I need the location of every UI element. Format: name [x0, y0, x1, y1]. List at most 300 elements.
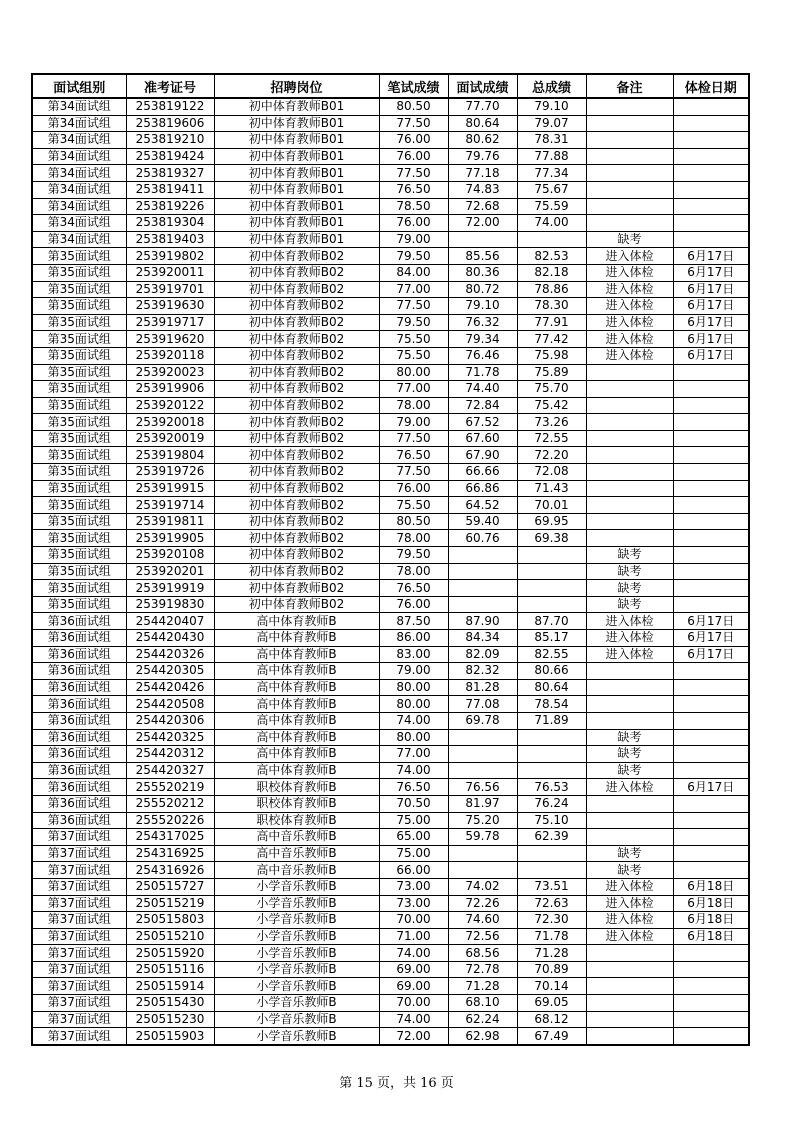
exam-date-cell [673, 696, 749, 713]
position-cell: 初中体育教师B02 [214, 414, 379, 431]
total-score-cell [517, 862, 586, 879]
exam-date-cell [673, 795, 749, 812]
exam-date-cell [673, 165, 749, 182]
remark-cell: 进入体检 [586, 298, 673, 315]
exam-id-cell: 253920011 [126, 264, 214, 281]
position-cell: 职校体育教师B [214, 795, 379, 812]
group-cell: 第36面试组 [32, 646, 126, 663]
position-cell: 初中体育教师B02 [214, 530, 379, 547]
remark-cell [586, 132, 673, 149]
position-cell: 初中体育教师B02 [214, 331, 379, 348]
header-interview-score: 面试成绩 [448, 74, 517, 98]
table-row [32, 613, 749, 630]
position-cell: 小学音乐教师B [214, 978, 379, 995]
group-cell: 第34面试组 [32, 198, 126, 215]
remark-cell [586, 829, 673, 846]
remark-cell [586, 480, 673, 497]
remark-cell [586, 447, 673, 464]
remark-cell: 进入体检 [586, 779, 673, 796]
table-row [32, 430, 749, 447]
exam-id-cell: 253819606 [126, 115, 214, 132]
group-cell: 第36面试组 [32, 729, 126, 746]
group-cell: 第35面试组 [32, 314, 126, 331]
header-row [32, 74, 749, 98]
remark-cell [586, 497, 673, 514]
table-row [32, 1028, 749, 1045]
remark-cell: 进入体检 [586, 646, 673, 663]
exam-date-cell [673, 513, 749, 530]
interview-score-cell: 66.86 [448, 480, 517, 497]
table-row [32, 712, 749, 729]
exam-id-cell: 253919630 [126, 298, 214, 315]
group-cell: 第36面试组 [32, 762, 126, 779]
exam-date-cell [673, 712, 749, 729]
total-score-cell: 72.63 [517, 895, 586, 912]
interview-score-cell: 71.78 [448, 364, 517, 381]
remark-cell: 进入体检 [586, 331, 673, 348]
interview-score-cell: 67.90 [448, 447, 517, 464]
total-score-cell: 70.01 [517, 497, 586, 514]
total-score-cell: 70.14 [517, 978, 586, 995]
position-cell: 小学音乐教师B [214, 961, 379, 978]
group-cell: 第37面试组 [32, 1028, 126, 1045]
exam-id-cell: 253919726 [126, 464, 214, 481]
interview-score-cell: 79.10 [448, 298, 517, 315]
total-score-cell: 71.78 [517, 928, 586, 945]
exam-date-cell [673, 563, 749, 580]
interview-score-cell: 68.56 [448, 945, 517, 962]
table-row [32, 795, 749, 812]
exam-id-cell: 254420326 [126, 646, 214, 663]
group-cell: 第37面试组 [32, 945, 126, 962]
exam-date-cell [673, 580, 749, 597]
interview-score-cell: 72.26 [448, 895, 517, 912]
exam-date-cell [673, 1028, 749, 1045]
exam-id-cell: 253920118 [126, 347, 214, 364]
position-cell: 初中体育教师B02 [214, 364, 379, 381]
total-score-cell: 77.42 [517, 331, 586, 348]
exam-id-cell: 253919804 [126, 447, 214, 464]
remark-cell: 缺考 [586, 729, 673, 746]
remark-cell [586, 995, 673, 1012]
interview-score-cell: 74.40 [448, 381, 517, 398]
exam-date-cell [673, 215, 749, 232]
group-cell: 第36面试组 [32, 712, 126, 729]
written-score-cell: 76.50 [379, 779, 448, 796]
exam-date-cell [673, 530, 749, 547]
exam-id-cell: 253819226 [126, 198, 214, 215]
total-score-cell: 76.24 [517, 795, 586, 812]
group-cell: 第36面试组 [32, 812, 126, 829]
total-score-cell: 87.70 [517, 613, 586, 630]
exam-date-cell: 6月18日 [673, 928, 749, 945]
group-cell: 第37面试组 [32, 862, 126, 879]
total-score-cell [517, 580, 586, 597]
exam-date-cell [673, 115, 749, 132]
written-score-cell: 76.00 [379, 215, 448, 232]
exam-date-cell: 6月17日 [673, 298, 749, 315]
exam-date-cell [673, 845, 749, 862]
written-score-cell: 71.00 [379, 928, 448, 945]
group-cell: 第35面试组 [32, 281, 126, 298]
table-row [32, 663, 749, 680]
written-score-cell: 75.50 [379, 347, 448, 364]
written-score-cell: 83.00 [379, 646, 448, 663]
written-score-cell: 77.50 [379, 430, 448, 447]
remark-cell [586, 364, 673, 381]
written-score-cell: 79.00 [379, 414, 448, 431]
interview-score-cell: 76.56 [448, 779, 517, 796]
interview-score-cell: 81.28 [448, 679, 517, 696]
table-row [32, 862, 749, 879]
remark-cell [586, 1028, 673, 1045]
total-score-cell [517, 563, 586, 580]
table-row [32, 563, 749, 580]
position-cell: 初中体育教师B01 [214, 215, 379, 232]
group-cell: 第36面试组 [32, 663, 126, 680]
table-row [32, 281, 749, 298]
exam-id-cell: 253920019 [126, 430, 214, 447]
exam-id-cell: 253819304 [126, 215, 214, 232]
group-cell: 第35面试组 [32, 480, 126, 497]
exam-date-cell: 6月17日 [673, 281, 749, 298]
table-row [32, 696, 749, 713]
interview-score-cell [448, 231, 517, 248]
table-row [32, 464, 749, 481]
table-row [32, 679, 749, 696]
table-row [32, 547, 749, 564]
written-score-cell: 76.50 [379, 447, 448, 464]
remark-cell: 缺考 [586, 596, 673, 613]
written-score-cell: 80.00 [379, 729, 448, 746]
position-cell: 初中体育教师B01 [214, 115, 379, 132]
total-score-cell: 74.00 [517, 215, 586, 232]
group-cell: 第35面试组 [32, 530, 126, 547]
position-cell: 小学音乐教师B [214, 912, 379, 929]
exam-id-cell: 253919830 [126, 596, 214, 613]
group-cell: 第34面试组 [32, 215, 126, 232]
exam-id-cell: 253919620 [126, 331, 214, 348]
position-cell: 高中音乐教师B [214, 829, 379, 846]
group-cell: 第34面试组 [32, 98, 126, 115]
total-score-cell [517, 231, 586, 248]
remark-cell: 进入体检 [586, 613, 673, 630]
exam-date-cell [673, 978, 749, 995]
position-cell: 初中体育教师B01 [214, 132, 379, 149]
group-cell: 第35面试组 [32, 580, 126, 597]
position-cell: 初中体育教师B02 [214, 563, 379, 580]
table-row [32, 978, 749, 995]
exam-date-cell: 6月17日 [673, 347, 749, 364]
group-cell: 第36面试组 [32, 679, 126, 696]
interview-score-cell [448, 729, 517, 746]
total-score-cell: 73.51 [517, 878, 586, 895]
written-score-cell: 76.00 [379, 132, 448, 149]
group-cell: 第35面试组 [32, 447, 126, 464]
group-cell: 第35面试组 [32, 430, 126, 447]
remark-cell: 进入体检 [586, 248, 673, 265]
remark-cell [586, 397, 673, 414]
remark-cell [586, 215, 673, 232]
position-cell: 职校体育教师B [214, 812, 379, 829]
written-score-cell: 65.00 [379, 829, 448, 846]
written-score-cell: 70.00 [379, 995, 448, 1012]
remark-cell: 缺考 [586, 231, 673, 248]
exam-id-cell: 253819403 [126, 231, 214, 248]
group-cell: 第37面试组 [32, 845, 126, 862]
position-cell: 小学音乐教师B [214, 1011, 379, 1028]
group-cell: 第36面试组 [32, 696, 126, 713]
total-score-cell: 78.86 [517, 281, 586, 298]
exam-date-cell [673, 397, 749, 414]
header-exam-date: 体检日期 [673, 74, 749, 98]
interview-score-cell: 67.60 [448, 430, 517, 447]
group-cell: 第36面试组 [32, 795, 126, 812]
group-cell: 第35面试组 [32, 264, 126, 281]
table-row [32, 630, 749, 647]
interview-score-cell: 74.02 [448, 878, 517, 895]
exam-id-cell: 253919905 [126, 530, 214, 547]
group-cell: 第35面试组 [32, 298, 126, 315]
written-score-cell: 79.50 [379, 547, 448, 564]
written-score-cell: 84.00 [379, 264, 448, 281]
remark-cell: 缺考 [586, 563, 673, 580]
interview-score-cell [448, 746, 517, 763]
remark-cell [586, 530, 673, 547]
exam-id-cell: 250515230 [126, 1011, 214, 1028]
group-cell: 第35面试组 [32, 497, 126, 514]
total-score-cell: 70.89 [517, 961, 586, 978]
table-row [32, 779, 749, 796]
written-score-cell: 74.00 [379, 945, 448, 962]
position-cell: 初中体育教师B01 [214, 198, 379, 215]
group-cell: 第35面试组 [32, 414, 126, 431]
group-cell: 第37面试组 [32, 1011, 126, 1028]
exam-id-cell: 253919802 [126, 248, 214, 265]
exam-id-cell: 253919701 [126, 281, 214, 298]
table-row [32, 331, 749, 348]
group-cell: 第34面试组 [32, 231, 126, 248]
total-score-cell: 75.59 [517, 198, 586, 215]
table-row [32, 347, 749, 364]
interview-score-cell: 74.83 [448, 181, 517, 198]
total-score-cell: 71.43 [517, 480, 586, 497]
remark-cell: 进入体检 [586, 912, 673, 929]
table-row [32, 1011, 749, 1028]
remark-cell: 缺考 [586, 862, 673, 879]
remark-cell [586, 513, 673, 530]
position-cell: 初中体育教师B02 [214, 596, 379, 613]
interview-score-cell: 72.68 [448, 198, 517, 215]
exam-date-cell [673, 381, 749, 398]
table-row [32, 928, 749, 945]
exam-date-cell: 6月17日 [673, 646, 749, 663]
table-row [32, 198, 749, 215]
written-score-cell: 75.00 [379, 845, 448, 862]
remark-cell [586, 978, 673, 995]
header-group: 面试组别 [32, 74, 126, 98]
total-score-cell: 75.42 [517, 397, 586, 414]
results-table [31, 73, 750, 1046]
group-cell: 第35面试组 [32, 464, 126, 481]
exam-id-cell: 253919714 [126, 497, 214, 514]
position-cell: 初中体育教师B02 [214, 547, 379, 564]
exam-date-cell [673, 181, 749, 198]
interview-score-cell: 79.76 [448, 148, 517, 165]
table-row [32, 912, 749, 929]
interview-score-cell [448, 596, 517, 613]
exam-date-cell: 6月17日 [673, 264, 749, 281]
remark-cell: 进入体检 [586, 281, 673, 298]
table-row [32, 995, 749, 1012]
total-score-cell: 76.53 [517, 779, 586, 796]
table-row [32, 414, 749, 431]
table-row [32, 895, 749, 912]
interview-score-cell: 59.78 [448, 829, 517, 846]
header-written-score: 笔试成绩 [379, 74, 448, 98]
interview-score-cell: 80.72 [448, 281, 517, 298]
total-score-cell [517, 547, 586, 564]
exam-date-cell [673, 663, 749, 680]
total-score-cell: 77.34 [517, 165, 586, 182]
interview-score-cell: 72.78 [448, 961, 517, 978]
table-row [32, 165, 749, 182]
position-cell: 初中体育教师B01 [214, 98, 379, 115]
total-score-cell [517, 746, 586, 763]
interview-score-cell: 62.98 [448, 1028, 517, 1045]
position-cell: 初中体育教师B02 [214, 464, 379, 481]
position-cell: 小学音乐教师B [214, 1028, 379, 1045]
exam-date-cell [673, 862, 749, 879]
position-cell: 高中体育教师B [214, 762, 379, 779]
group-cell: 第35面试组 [32, 381, 126, 398]
exam-date-cell [673, 464, 749, 481]
remark-cell: 进入体检 [586, 347, 673, 364]
exam-date-cell: 6月17日 [673, 248, 749, 265]
remark-cell [586, 414, 673, 431]
group-cell: 第35面试组 [32, 596, 126, 613]
table-row [32, 513, 749, 530]
group-cell: 第37面试组 [32, 829, 126, 846]
exam-date-cell: 6月18日 [673, 912, 749, 929]
total-score-cell: 72.08 [517, 464, 586, 481]
group-cell: 第36面试组 [32, 630, 126, 647]
interview-score-cell: 72.00 [448, 215, 517, 232]
interview-score-cell: 82.09 [448, 646, 517, 663]
exam-id-cell: 253919919 [126, 580, 214, 597]
exam-date-cell [673, 829, 749, 846]
interview-score-cell: 79.34 [448, 331, 517, 348]
written-score-cell: 76.50 [379, 580, 448, 597]
interview-score-cell: 68.10 [448, 995, 517, 1012]
exam-date-cell [673, 679, 749, 696]
exam-id-cell: 250515727 [126, 878, 214, 895]
exam-id-cell: 250515210 [126, 928, 214, 945]
table-row [32, 264, 749, 281]
position-cell: 高中体育教师B [214, 630, 379, 647]
remark-cell [586, 945, 673, 962]
total-score-cell: 71.28 [517, 945, 586, 962]
exam-id-cell: 250515116 [126, 961, 214, 978]
header-remark: 备注 [586, 74, 673, 98]
interview-score-cell: 80.36 [448, 264, 517, 281]
remark-cell: 缺考 [586, 547, 673, 564]
interview-score-cell: 74.60 [448, 912, 517, 929]
exam-date-cell [673, 762, 749, 779]
exam-date-cell [673, 729, 749, 746]
exam-id-cell: 253919906 [126, 381, 214, 398]
position-cell: 初中体育教师B02 [214, 264, 379, 281]
exam-id-cell: 250515914 [126, 978, 214, 995]
exam-id-cell: 253920122 [126, 397, 214, 414]
position-cell: 初中体育教师B02 [214, 497, 379, 514]
interview-score-cell [448, 862, 517, 879]
position-cell: 初中体育教师B02 [214, 430, 379, 447]
exam-id-cell: 253920018 [126, 414, 214, 431]
table-row [32, 381, 749, 398]
written-score-cell: 78.00 [379, 397, 448, 414]
written-score-cell: 79.50 [379, 314, 448, 331]
table-row [32, 596, 749, 613]
written-score-cell: 74.00 [379, 762, 448, 779]
table-body [32, 98, 749, 1045]
total-score-cell: 75.98 [517, 347, 586, 364]
written-score-cell: 76.00 [379, 480, 448, 497]
exam-date-cell: 6月18日 [673, 878, 749, 895]
total-score-cell: 82.18 [517, 264, 586, 281]
interview-score-cell: 85.56 [448, 248, 517, 265]
exam-id-cell: 253819210 [126, 132, 214, 149]
exam-date-cell [673, 148, 749, 165]
exam-id-cell: 253920108 [126, 547, 214, 564]
table-row [32, 397, 749, 414]
interview-score-cell: 72.84 [448, 397, 517, 414]
interview-score-cell: 76.46 [448, 347, 517, 364]
exam-id-cell: 254420325 [126, 729, 214, 746]
interview-score-cell: 81.97 [448, 795, 517, 812]
exam-id-cell: 254316926 [126, 862, 214, 879]
written-score-cell: 77.50 [379, 464, 448, 481]
total-score-cell: 78.30 [517, 298, 586, 315]
interview-score-cell [448, 580, 517, 597]
interview-score-cell: 77.18 [448, 165, 517, 182]
group-cell: 第37面试组 [32, 995, 126, 1012]
remark-cell [586, 181, 673, 198]
position-cell: 初中体育教师B01 [214, 148, 379, 165]
total-score-cell: 72.20 [517, 447, 586, 464]
written-score-cell: 73.00 [379, 895, 448, 912]
written-score-cell: 70.00 [379, 912, 448, 929]
remark-cell [586, 795, 673, 812]
remark-cell: 进入体检 [586, 264, 673, 281]
exam-id-cell: 254420430 [126, 630, 214, 647]
interview-score-cell: 75.20 [448, 812, 517, 829]
written-score-cell: 80.50 [379, 513, 448, 530]
table-row [32, 364, 749, 381]
table-row [32, 132, 749, 149]
group-cell: 第37面试组 [32, 928, 126, 945]
written-score-cell: 73.00 [379, 878, 448, 895]
written-score-cell: 78.00 [379, 530, 448, 547]
group-cell: 第35面试组 [32, 513, 126, 530]
written-score-cell: 75.00 [379, 812, 448, 829]
total-score-cell: 77.91 [517, 314, 586, 331]
exam-id-cell: 253920201 [126, 563, 214, 580]
interview-score-cell: 62.24 [448, 1011, 517, 1028]
exam-id-cell: 254420426 [126, 679, 214, 696]
remark-cell: 缺考 [586, 845, 673, 862]
page-footer: 第 15 页，共 16 页 [339, 1076, 454, 1091]
